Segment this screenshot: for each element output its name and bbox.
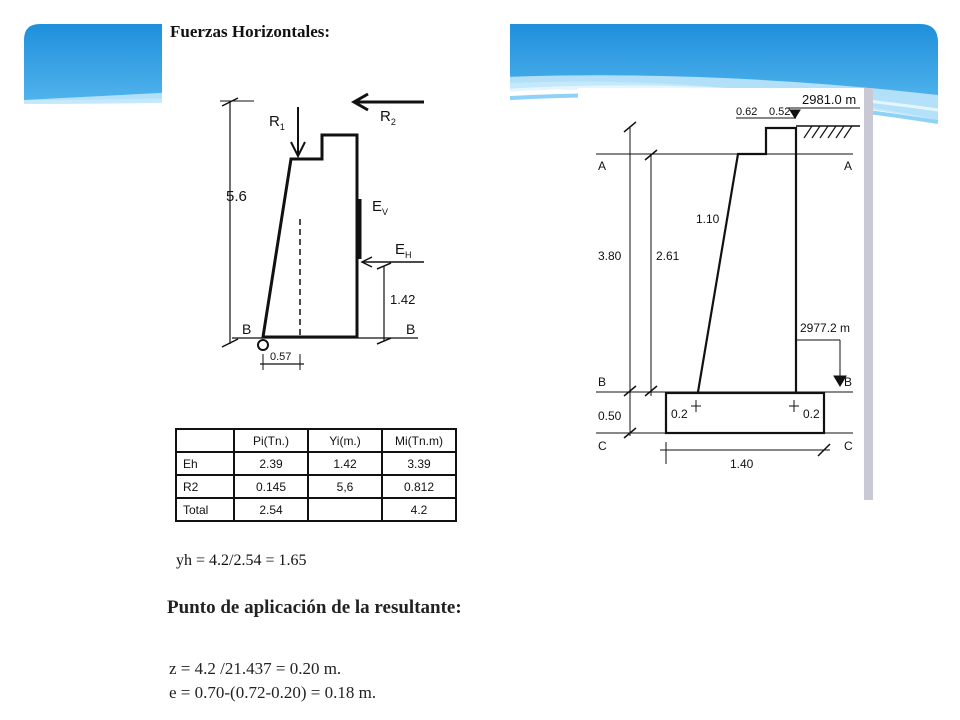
c-left-label: C	[598, 439, 607, 453]
ground-hatch	[804, 126, 852, 138]
table-cell: 0.145	[234, 475, 308, 498]
top-elevation-label: 2981.0 m	[802, 92, 857, 107]
ev-label: $E_V$	[372, 198, 389, 217]
wall-section-scan	[578, 88, 873, 500]
table-cell: R2	[176, 475, 234, 498]
table-cell	[308, 498, 382, 521]
table-header-row	[176, 429, 456, 452]
eh-height-label: 1.42	[390, 292, 416, 307]
total-height-label: 3.80	[598, 249, 622, 263]
yh-equation: yh = 4.2/2.54 = 1.65	[176, 552, 307, 569]
toe-label: 0.2	[671, 407, 688, 421]
b-left-label: B	[598, 375, 607, 389]
top-elevation-marker	[790, 110, 800, 118]
b-right-label: B	[844, 375, 853, 389]
footing-height-label: 0.50	[598, 409, 622, 423]
horizontal-forces-scan	[162, 4, 510, 586]
table-header-cell: Yi(m.)	[308, 429, 382, 452]
resultant-title: Punto de aplicación de la resultante:	[167, 597, 462, 618]
table-cell: 4.2	[382, 498, 456, 521]
wall-force-diagram	[162, 4, 510, 424]
base-width-label: 1.40	[730, 457, 754, 471]
wall-outline	[263, 135, 357, 337]
table-cell: 5,6	[308, 475, 382, 498]
forces-title: Fuerzas Horizontales:	[170, 22, 331, 41]
slope-label: 1.10	[696, 212, 720, 226]
footing	[666, 393, 824, 433]
scan-edge	[864, 88, 873, 500]
c-right-label: C	[844, 439, 853, 453]
table-cell: 3.39	[382, 452, 456, 475]
table-cell: 0.812	[382, 475, 456, 498]
eh-label: $E_H$	[395, 241, 412, 260]
table-cell: Eh	[176, 452, 234, 475]
r1-label: $R_1$	[269, 113, 285, 132]
top-width-1-label: 0.62	[736, 106, 758, 118]
top-width-2-label: 0.52	[769, 106, 791, 118]
origin-point	[258, 340, 268, 350]
b-right-label: B	[406, 321, 416, 337]
stem-height-label: 2.61	[656, 249, 680, 263]
b-left-label: B	[242, 321, 252, 337]
table-header-cell: Pi(Tn.)	[234, 429, 308, 452]
mid-elevation-label: 2977.2 m	[800, 321, 851, 335]
wall-section-diagram	[578, 88, 873, 500]
resultant-scan	[147, 587, 552, 720]
a-right-label: A	[844, 159, 853, 173]
table-row	[176, 498, 456, 521]
table-header-cell: Mi(Tn.m)	[382, 429, 456, 452]
z-equation: z = 4.2 /21.437 = 0.20 m.	[169, 659, 342, 678]
table-cell: 1.42	[308, 452, 382, 475]
table-cell: Total	[176, 498, 234, 521]
a-left-label: A	[598, 159, 607, 173]
e-equation: e = 0.70-(0.72-0.20) = 0.18 m.	[169, 683, 377, 702]
height-label: 5.6	[226, 188, 247, 205]
wall-stem	[698, 128, 796, 392]
table-row	[176, 475, 456, 498]
r2-label: $R_2$	[380, 108, 396, 127]
heel-label: 0.2	[803, 407, 820, 421]
table-row	[176, 452, 456, 475]
forces-table	[175, 428, 457, 522]
table-cell: 2.54	[234, 498, 308, 521]
table-cell: 2.39	[234, 452, 308, 475]
offset-label: 0.57	[270, 351, 292, 363]
table-header-cell	[176, 429, 234, 452]
